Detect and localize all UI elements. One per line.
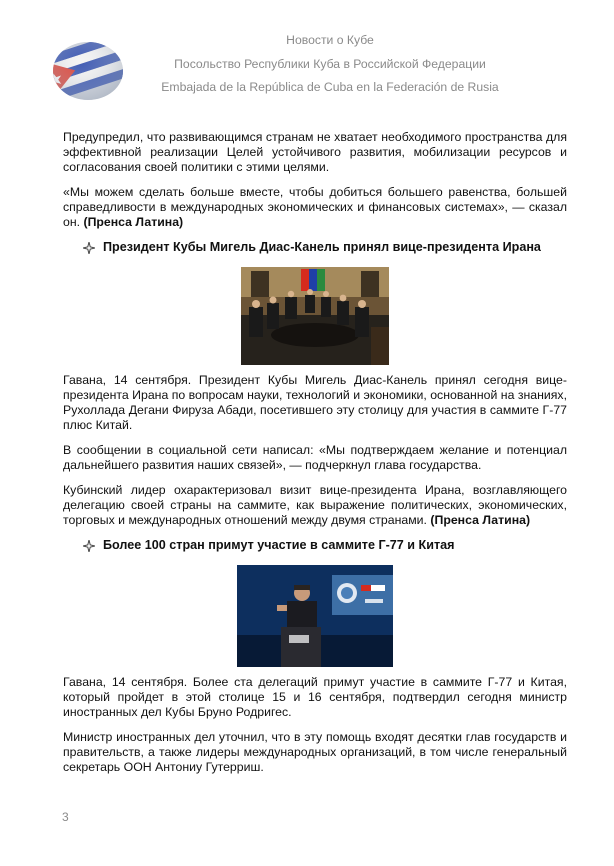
speaker-photo	[237, 565, 393, 667]
document-header	[0, 0, 614, 110]
page-number: 3	[62, 810, 69, 824]
article0-paragraph-1: Предупредил, что развивающимся странам не хватает необходимого пространства для эффективной реализации Целей устойчивого развития, мобилизации ресурсов и согласования своей политики с этими целями.	[63, 130, 567, 174]
article1-photo-container	[63, 267, 567, 365]
article1-paragraph-1: Гавана, 14 сентября. Президент Кубы Мигель Диас-Канель принял сегодня вице-президента Ирана по вопросам науки, технологий и экономики, основанной на знаниях, Рухоллада Дегани Фируза Абади, посетившего эту столицу для участия в саммите Г-77 плюс Китай.	[63, 373, 567, 432]
article2-title: Более 100 стран примут участие в саммите Г-77 и Китая	[103, 538, 455, 552]
article1-paragraph-3	[63, 483, 567, 528]
article1-title: Президент Кубы Мигель Диас-Канель принял вице-президента Ирана	[103, 240, 541, 254]
header-title: Новости о Кубе	[286, 33, 374, 47]
header-embassy-ru: Посольство Республики Куба в Российской Федерации	[174, 57, 486, 71]
article2-photo-container	[63, 565, 567, 667]
page-content	[63, 130, 567, 785]
article0-paragraph-2	[63, 185, 567, 230]
article1-headline	[83, 240, 567, 255]
four-point-star-icon	[83, 242, 95, 254]
article1-paragraph-2: В сообщении в социальной сети написал: «Мы подтверждаем желание и потенциал дальнейшего развития наших связей», — подчеркнул глава государства.	[63, 443, 567, 472]
article1-paragraph-3-text: Кубинский лидер охарактеризовал визит вице-президента Ирана, возглавляющего делегацию своей страны на саммите, как выражение политических, экономических, торговых и международных отношений между двумя странами.	[63, 483, 567, 527]
article0-quote: «Мы можем сделать больше вместе, чтобы добиться большего равенства, большей справедливости в международных экономических и финансовых системах», — сказал он.	[63, 185, 567, 229]
meeting-photo	[241, 267, 389, 365]
article2-headline	[83, 538, 567, 553]
article2-paragraph-2: Министр иностранных дел уточнил, что в эту помощь входят десятки глав государств и правительств, а также лидеры международных организаций, в том числе генеральный секретарь ООН Антониу Гутерриш.	[63, 730, 567, 774]
article1-source: (Пренса Латина)	[430, 513, 531, 527]
header-embassy-es: Embajada de la República de Cuba en la Federación de Rusia	[161, 80, 499, 94]
article2-paragraph-1: Гавана, 14 сентября. Более ста делегаций примут участие в саммите Г-77 и Китая, который пройдет в этой столице 15 и 16 сентября, подтвердил сегодня министр иностранных дел Кубы Бруно Родригес.	[63, 675, 567, 719]
article0-source: (Пренса Латина)	[83, 215, 184, 229]
four-point-star-icon	[83, 540, 95, 552]
